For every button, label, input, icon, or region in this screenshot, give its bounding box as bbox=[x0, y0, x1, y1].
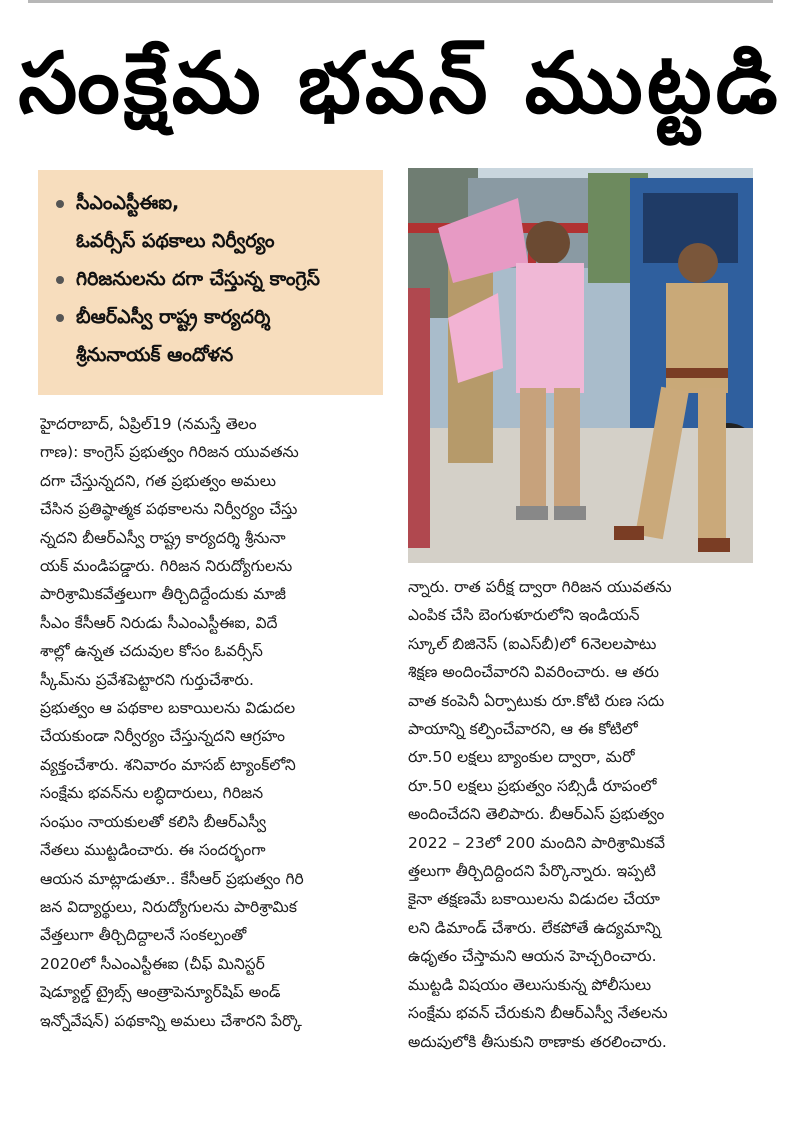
highlights-box bbox=[38, 170, 383, 395]
article-column-left bbox=[40, 410, 386, 1035]
article-line: షెడ్యూల్డ్ ట్రైబ్స్ ఆంత్రాపెన్యూర్‌షిప్ అండ్ bbox=[40, 983, 281, 1002]
article-line: సంఘం నాయకులతో కలిసి బీఆర్ఎస్వీ bbox=[40, 812, 267, 831]
article-line: కైనా తక్షణమే బకాయిలను విడుదల చేయా bbox=[408, 890, 660, 909]
bullet-icon bbox=[56, 276, 64, 284]
article-line: చేయకుండా నిర్వీర్యం చేస్తున్నదని ఆగ్రహం bbox=[40, 727, 286, 746]
article-line: సంక్షేమ భవన్‌ను లబ్ధిదారులు, గిరిజన bbox=[40, 784, 264, 803]
article-line: వాత కంపెనీ ఏర్పాటుకు రూ.కోటి రుణ సదు bbox=[408, 691, 665, 710]
article-line: పారిశ్రామికవేత్తలుగా తీర్చిదిద్దేందుకు మాజీ bbox=[40, 585, 286, 604]
article-line: అందించేదని తెలిపారు. బీఆర్ఎస్ ప్రభుత్వం bbox=[408, 805, 665, 824]
article-line: న్నదని బీఆర్ఎస్వీ రాష్ట్ర కార్యదర్శి శ్రీనునా bbox=[40, 528, 286, 547]
article-line: హైదరాబాద్, ఏప్రిల్19 (నమస్తే తెలం bbox=[40, 415, 257, 433]
highlight-item bbox=[54, 260, 373, 298]
article-line: నేతలు ముట్టడించారు. ఈ సందర్భంగా bbox=[40, 841, 266, 860]
article-line: ప్రభుత్వం ఆ పథకాల బకాయిలను విడుదల bbox=[40, 699, 296, 718]
article-line: 2020లో సీఎంఎస్టీఈఐ (చీఫ్ మినిస్టర్ bbox=[40, 954, 265, 973]
article-line: చేసిన ప్రతిష్ఠాత్మక పథకాలను నిర్వీర్యం చేస్తు bbox=[40, 500, 298, 519]
article-line: ముట్టడి విషయం తెలుసుకున్న పోలీసులు bbox=[408, 975, 652, 994]
news-photo bbox=[408, 168, 753, 563]
highlight-line: సీఎంఎస్టీఈఐ, bbox=[76, 192, 180, 214]
highlight-line: శ్రీనునాయక్ ఆందోళన bbox=[76, 344, 234, 366]
article-line: ఎంపిక చేసి బెంగుళూరులోని ఇండియన్ bbox=[408, 606, 640, 625]
article-line: యక్ మండిపడ్డారు. గిరిజన నిరుద్యోగులను bbox=[40, 557, 293, 576]
top-rule bbox=[28, 0, 773, 3]
article-line: న్నారు. రాత పరీక్ష ద్వారా గిరిజన యువతను bbox=[408, 578, 672, 596]
highlight-line: గిరిజనులను దగా చేస్తున్న కాంగ్రెస్ bbox=[76, 268, 320, 290]
article-line: వేత్తలుగా తీర్చిదిద్దాలనే సంకల్పంతో bbox=[40, 926, 247, 945]
article-line: స్కీమ్‌ను ప్రవేశపెట్టారని గుర్తుచేశారు. bbox=[40, 670, 254, 689]
article-line: త్తలుగా తీర్చిదిద్దిందని పేర్కొన్నారు. ఇప్పటి bbox=[408, 862, 656, 881]
article-line: గాణ): కాంగ్రెస్ ప్రభుత్వం గిరిజన యువతను bbox=[40, 443, 299, 462]
bullet-icon bbox=[56, 200, 64, 208]
article-line: శిక్షణ అందించేవారని వివరించారు. ఆ తరు bbox=[408, 663, 659, 682]
highlight-item bbox=[54, 184, 373, 260]
article-line: దగా చేస్తున్నదని, గత ప్రభుత్వం అమలు bbox=[40, 471, 277, 490]
article-line: శాల్లో ఉన్నత చదువుల కోసం ఓవర్సీస్ bbox=[40, 642, 263, 661]
article-line: 2022 – 23లో 200 మందిని పారిశ్రామికవే bbox=[408, 833, 666, 852]
highlight-line: ఓవర్సీస్ పథకాలు నిర్వీర్యం bbox=[76, 230, 275, 252]
highlight-item bbox=[54, 298, 373, 374]
article-line: ఆయన మాట్లాడుతూ.. కేసీఆర్ ప్రభుత్వం గిరి bbox=[40, 869, 304, 888]
article-line: స్కూల్ బిజినెస్ (ఐఎస్‌బీ)లో 6నెలలపాటు bbox=[408, 634, 657, 653]
article-line: పాయాన్ని కల్పించేవారని, ఆ ఈ కోటిలో bbox=[408, 720, 638, 739]
article-column-right bbox=[408, 573, 754, 1056]
article-line: రూ.50 లక్షలు బ్యాంకుల ద్వారా, మరో bbox=[408, 748, 635, 767]
article-line: ఇన్నోవేషన్) పథకాన్ని అమలు చేశారని పేర్కొ bbox=[40, 1011, 302, 1030]
protest-photo-illustration bbox=[408, 168, 753, 563]
article-line: జన విద్యార్థులు, నిరుద్యోగులను పారిశ్రామిక bbox=[40, 897, 297, 916]
article-line: ఉధృతం చేస్తామని ఆయన హెచ్చరించారు. bbox=[408, 947, 657, 966]
article-line: సీఎం కేసీఆర్ నిరుడు సీఎంఎస్టీఈఐ, విదే bbox=[40, 613, 278, 632]
article-line: రూ.50 లక్షలు ప్రభుత్వం సబ్సిడీ రూపంలో bbox=[408, 776, 657, 795]
headline: సంక్షేమ భవన్ ముట్టడి bbox=[18, 34, 782, 132]
article-line: అదుపులోకి తీసుకుని ఠాణాకు తరలించారు. bbox=[408, 1032, 667, 1051]
article-line: వ్యక్తంచేశారు. శనివారం మాసబ్ ట్యాంక్‌లోని bbox=[40, 755, 296, 774]
highlight-line: బీఆర్ఎస్వీ రాష్ట్ర కార్యదర్శి bbox=[76, 306, 271, 328]
article-line: లని డిమాండ్ చేశారు. లేకపోతే ఉద్యమాన్ని bbox=[408, 918, 661, 937]
bullet-icon bbox=[56, 314, 64, 322]
article-line: సంక్షేమ భవన్ చేరుకుని బీఆర్ఎస్వీ నేతలను bbox=[408, 1004, 668, 1023]
